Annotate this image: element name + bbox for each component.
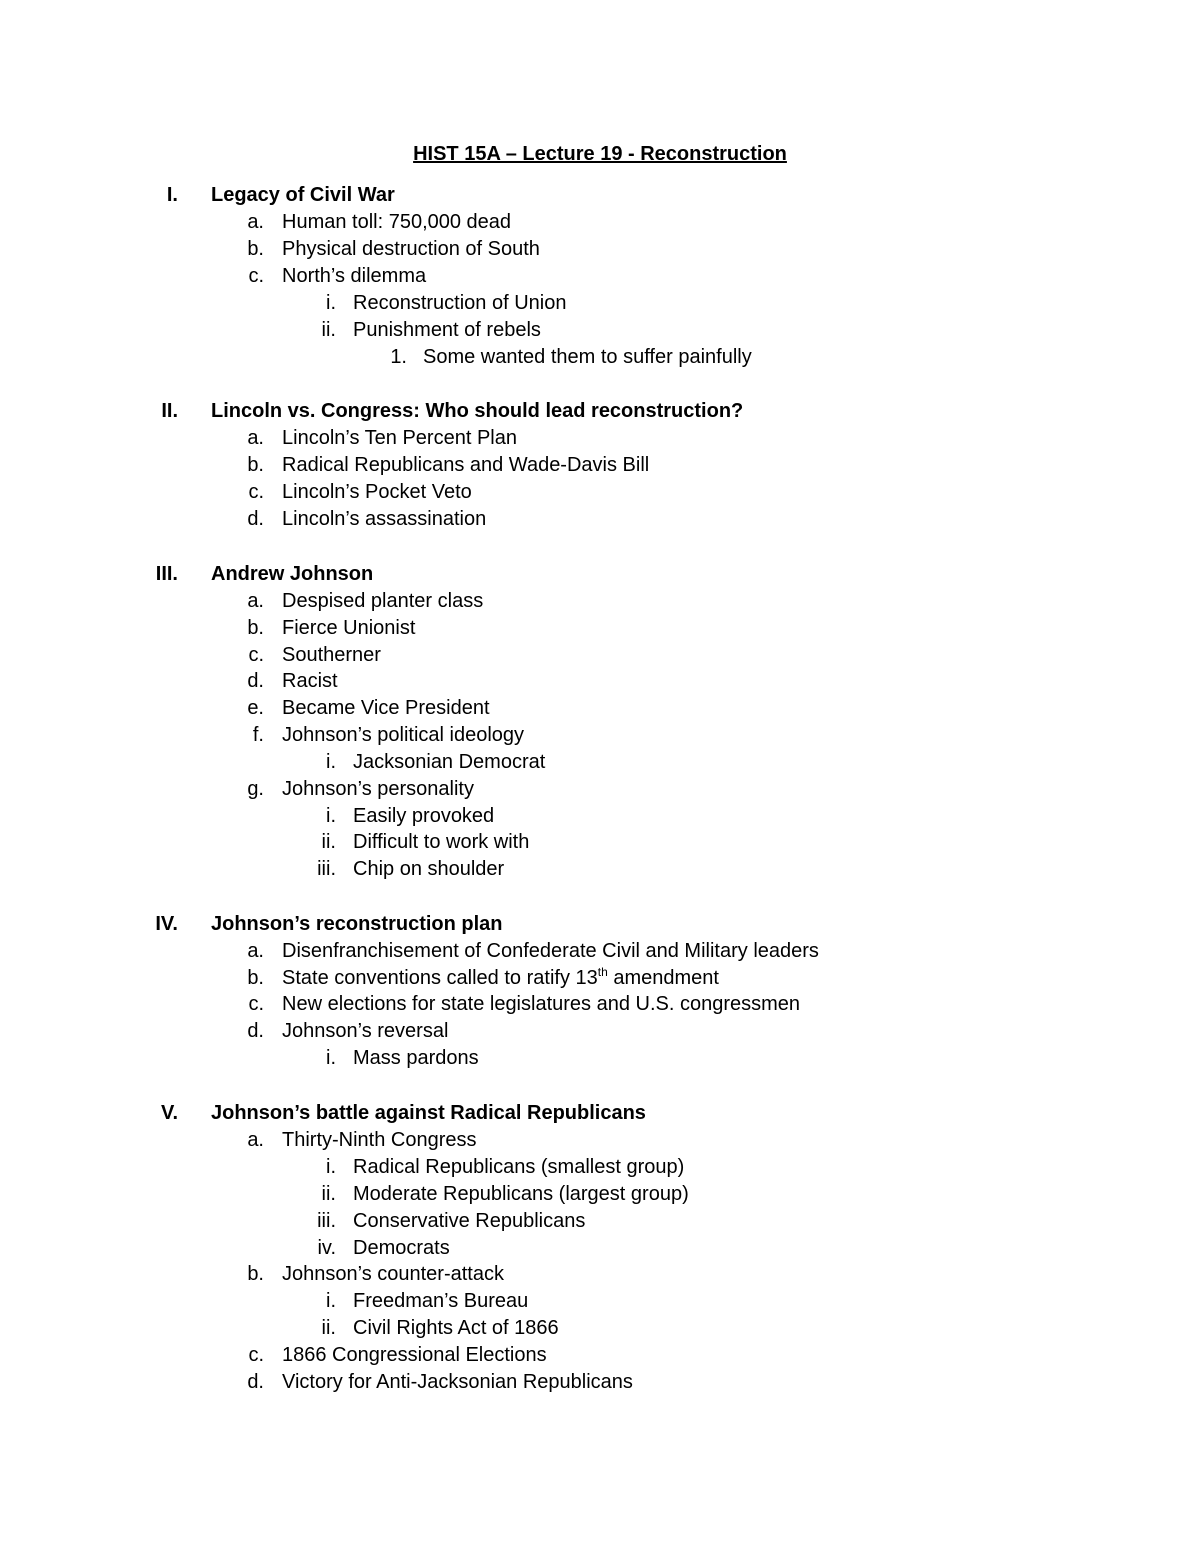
item-marker: g.	[247, 778, 264, 800]
section-title: Legacy of Civil War	[211, 184, 395, 206]
item-marker: i.	[326, 292, 336, 314]
section-numeral: II.	[161, 400, 178, 422]
section-numeral: IV.	[155, 913, 178, 935]
item-marker: iv.	[317, 1237, 336, 1259]
item-text: Victory for Anti-Jacksonian Republicans	[282, 1371, 633, 1393]
item-marker: ii.	[321, 319, 336, 341]
item-text: Freedman’s Bureau	[353, 1290, 529, 1312]
item-text: Johnson’s reversal	[282, 1020, 449, 1042]
item-marker: b.	[247, 967, 264, 989]
item-text: Easily provoked	[353, 805, 495, 827]
item-marker: d.	[247, 508, 264, 530]
item-text: Human toll: 750,000 dead	[282, 211, 512, 233]
item-text: Southerner	[282, 644, 381, 666]
item-text: Lincoln’s Ten Percent Plan	[282, 427, 517, 449]
item-text: Some wanted them to suffer painfully	[423, 346, 752, 368]
item-marker: b.	[247, 617, 264, 639]
item-marker: i.	[326, 1047, 336, 1069]
section-title: Johnson’s reconstruction plan	[211, 913, 503, 935]
item-marker: f.	[252, 724, 264, 746]
section-title: Lincoln vs. Congress: Who should lead reconstruction?	[211, 400, 744, 422]
item-text: Johnson’s counter-attack	[282, 1263, 504, 1285]
item-text: North’s dilemma	[282, 265, 427, 287]
item-text: Radical Republicans and Wade-Davis Bill	[282, 454, 650, 476]
item-text: Became Vice President	[282, 697, 490, 719]
item-marker: a.	[247, 211, 264, 233]
item-marker: i.	[326, 1156, 336, 1178]
item-marker: ii.	[321, 831, 336, 853]
item-text: Civil Rights Act of 1866	[353, 1317, 559, 1339]
item-marker: iii.	[317, 1210, 336, 1232]
item-text: Racist	[282, 670, 338, 692]
item-text-end: amendment	[607, 967, 719, 989]
item-text: Lincoln’s Pocket Veto	[282, 481, 472, 503]
item-text: Conservative Republicans	[353, 1210, 586, 1232]
item-marker: e.	[247, 697, 264, 719]
item-marker: a.	[247, 940, 264, 962]
item-marker: c.	[248, 481, 264, 503]
item-text: Democrats	[353, 1237, 450, 1259]
item-text: Lincoln’s assassination	[282, 508, 487, 530]
item-text: Mass pardons	[353, 1047, 479, 1069]
item-marker: i.	[326, 805, 336, 827]
item-text: New elections for state legislatures and U.S. congressmen	[282, 993, 801, 1015]
document-title: HIST 15A – Lecture 19 - Reconstruction	[413, 143, 787, 165]
item-marker: i.	[326, 751, 336, 773]
item-marker: c.	[248, 265, 264, 287]
item-text: Radical Republicans (smallest group)	[353, 1156, 685, 1178]
ordinal-suffix: th	[597, 965, 608, 979]
item-marker: c.	[248, 644, 264, 666]
item-marker: a.	[247, 1129, 264, 1151]
item-text: Jacksonian Democrat	[353, 751, 546, 773]
item-marker: d.	[247, 1371, 264, 1393]
item-marker: 1.	[390, 346, 407, 368]
item-text: Punishment of rebels	[353, 319, 541, 341]
section-title: Andrew Johnson	[211, 563, 374, 585]
item-text: Difficult to work with	[353, 831, 530, 853]
item-marker: b.	[247, 454, 264, 476]
item-marker: d.	[247, 1020, 264, 1042]
item-text: 1866 Congressional Elections	[282, 1344, 547, 1366]
item-text	[282, 965, 719, 992]
item-marker: b.	[247, 238, 264, 260]
item-marker: d.	[247, 670, 264, 692]
item-marker: a.	[247, 590, 264, 612]
item-marker: ii.	[321, 1317, 336, 1339]
section-numeral: V.	[160, 1102, 178, 1124]
section-numeral: III.	[155, 563, 178, 585]
item-marker: i.	[326, 1290, 336, 1312]
item-marker: c.	[248, 1344, 264, 1366]
item-text: Thirty-Ninth Congress	[282, 1129, 477, 1151]
item-text: Chip on shoulder	[353, 858, 505, 880]
item-text: Johnson’s political ideology	[282, 724, 525, 746]
item-text: Physical destruction of South	[282, 238, 540, 260]
item-text: Disenfranchisement of Confederate Civil and Military leaders	[282, 940, 819, 962]
item-marker: a.	[247, 427, 264, 449]
item-text: Johnson’s personality	[282, 778, 474, 800]
item-text-start: State conventions called to ratify 13	[282, 967, 598, 989]
section-numeral: I.	[166, 184, 178, 206]
section-title: Johnson’s battle against Radical Republicans	[211, 1102, 646, 1124]
item-marker: b.	[247, 1263, 264, 1285]
item-text: Fierce Unionist	[282, 617, 416, 639]
item-text: Reconstruction of Union	[353, 292, 567, 314]
item-text: Despised planter class	[282, 590, 484, 612]
item-marker: iii.	[317, 858, 336, 880]
item-marker: ii.	[321, 1183, 336, 1205]
item-marker: c.	[248, 993, 264, 1015]
item-text: Moderate Republicans (largest group)	[353, 1183, 689, 1205]
